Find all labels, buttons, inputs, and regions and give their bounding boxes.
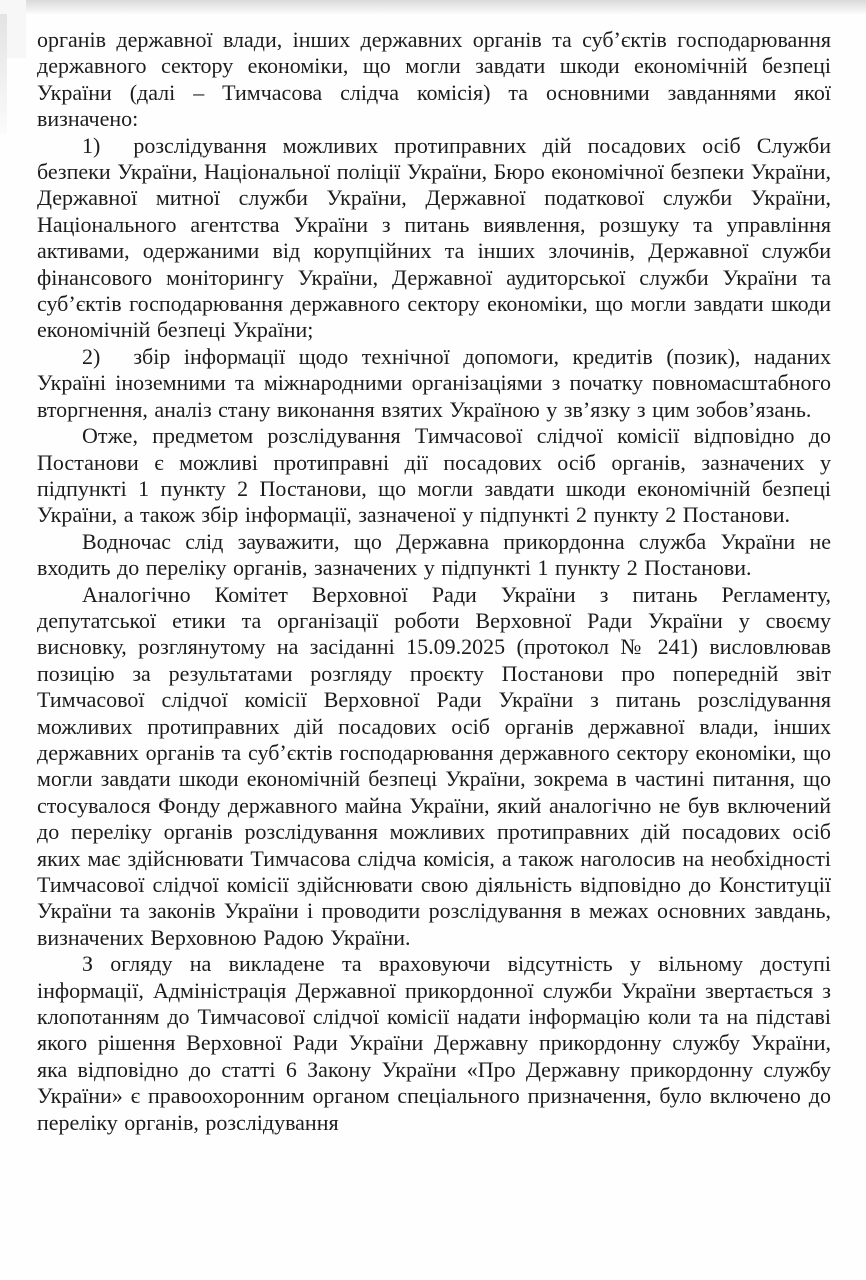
paragraph-item-1: 1) розслідування можливих протиправних дій посадових осіб Служби безпеки України, Національної поліції України, Бюро економічної безпеки України, Державної митної служби України, Державної податкової служби України, Національного агентства України з питань виявлення, розшуку та управління активами, одержаними від корупційних та інших злочинів, Державної служби фінансового моніторингу України, Державної аудиторської служби України та суб’єктів господарювання державного сектору економіки, що могли завдати шкоди економічній безпеці України; [37, 132, 831, 343]
paragraph-analohichno: Аналогічно Комітет Верховної Ради України з питань Регламенту, депутатської етики та організації роботи Верховної Ради України у своєму висновку, розглянутому на засіданні 15.09.2025 (протокол № 241) висловлював позицію за результатами розгляду проєкту Постанови про попередній звіт Тимчасової слідчої комісії Верховної Ради України з питань розслідування можливих протиправних дій посадових осіб органів державної влади, інших державних органів та суб’єктів господарювання державного сектору економіки, що могли завдати шкоди економічній безпеці України, зокрема в частині питання, що стосувалося Фонду державного майна України, який аналогічно не був включений до переліку органів розслідування можливих протиправних дій посадових осіб яких має здійснювати Тимчасова слідча комісія, а також наголосив на необхідності Тимчасової слідчої комісії здійснювати свою діяльність відповідно до Конституції України та законів України і проводити розслідування в межах основних завдань, визначених Верховною Радою України. [37, 581, 831, 950]
scan-edge-top [0, 0, 866, 14]
paragraph-otzhe: Отже, предметом розслідування Тимчасової слідчої комісії відповідно до Постанови є можливі протиправні дії посадових осіб органів, зазначених у підпункті 1 пункту 2 Постанови, що могли завдати шкоди економічній безпеці України, а також збір інформації, зазначеної у підпункті 2 пункту 2 Постанови. [37, 423, 831, 528]
paragraph-vodnochas: Водночас слід зауважити, що Державна прикордонна служба України не входить до переліку органів, зазначених у підпункті 1 пункту 2 Постанови. [37, 528, 831, 581]
paragraph-item-2: 2) збір інформації щодо технічної допомоги, кредитів (позик), наданих Україні іноземними та міжнародними організаціями з початку повномасштабного вторгнення, аналіз стану виконання взятих Україною у зв’язку з цим зобов’язань. [37, 343, 831, 422]
paragraph-continuation: органів державної влади, інших державних органів та суб’єктів господарювання державного сектору економіки, що могли завдати шкоди економічній безпеці України (далі – Тимчасова слідча комісія) та основними завданнями якої визначено: [37, 27, 831, 132]
paragraph-z-ohliadu: З огляду на викладене та враховуючи відсутність у вільному доступі інформації, Адміністрація Державної прикордонної служби України звертається з клопотанням до Тимчасової слідчої комісії надати інформацію коли та на підставі якого рішення Верховної Ради України Державну прикордонну службу України, яка відповідно до статті 6 Закону України «Про Державну прикордонну службу України» є правоохоронним органом спеціального призначення, було включено до переліку органів, розслідування [37, 951, 831, 1135]
scan-edge-left [0, 14, 7, 134]
document-body [37, 27, 831, 1136]
